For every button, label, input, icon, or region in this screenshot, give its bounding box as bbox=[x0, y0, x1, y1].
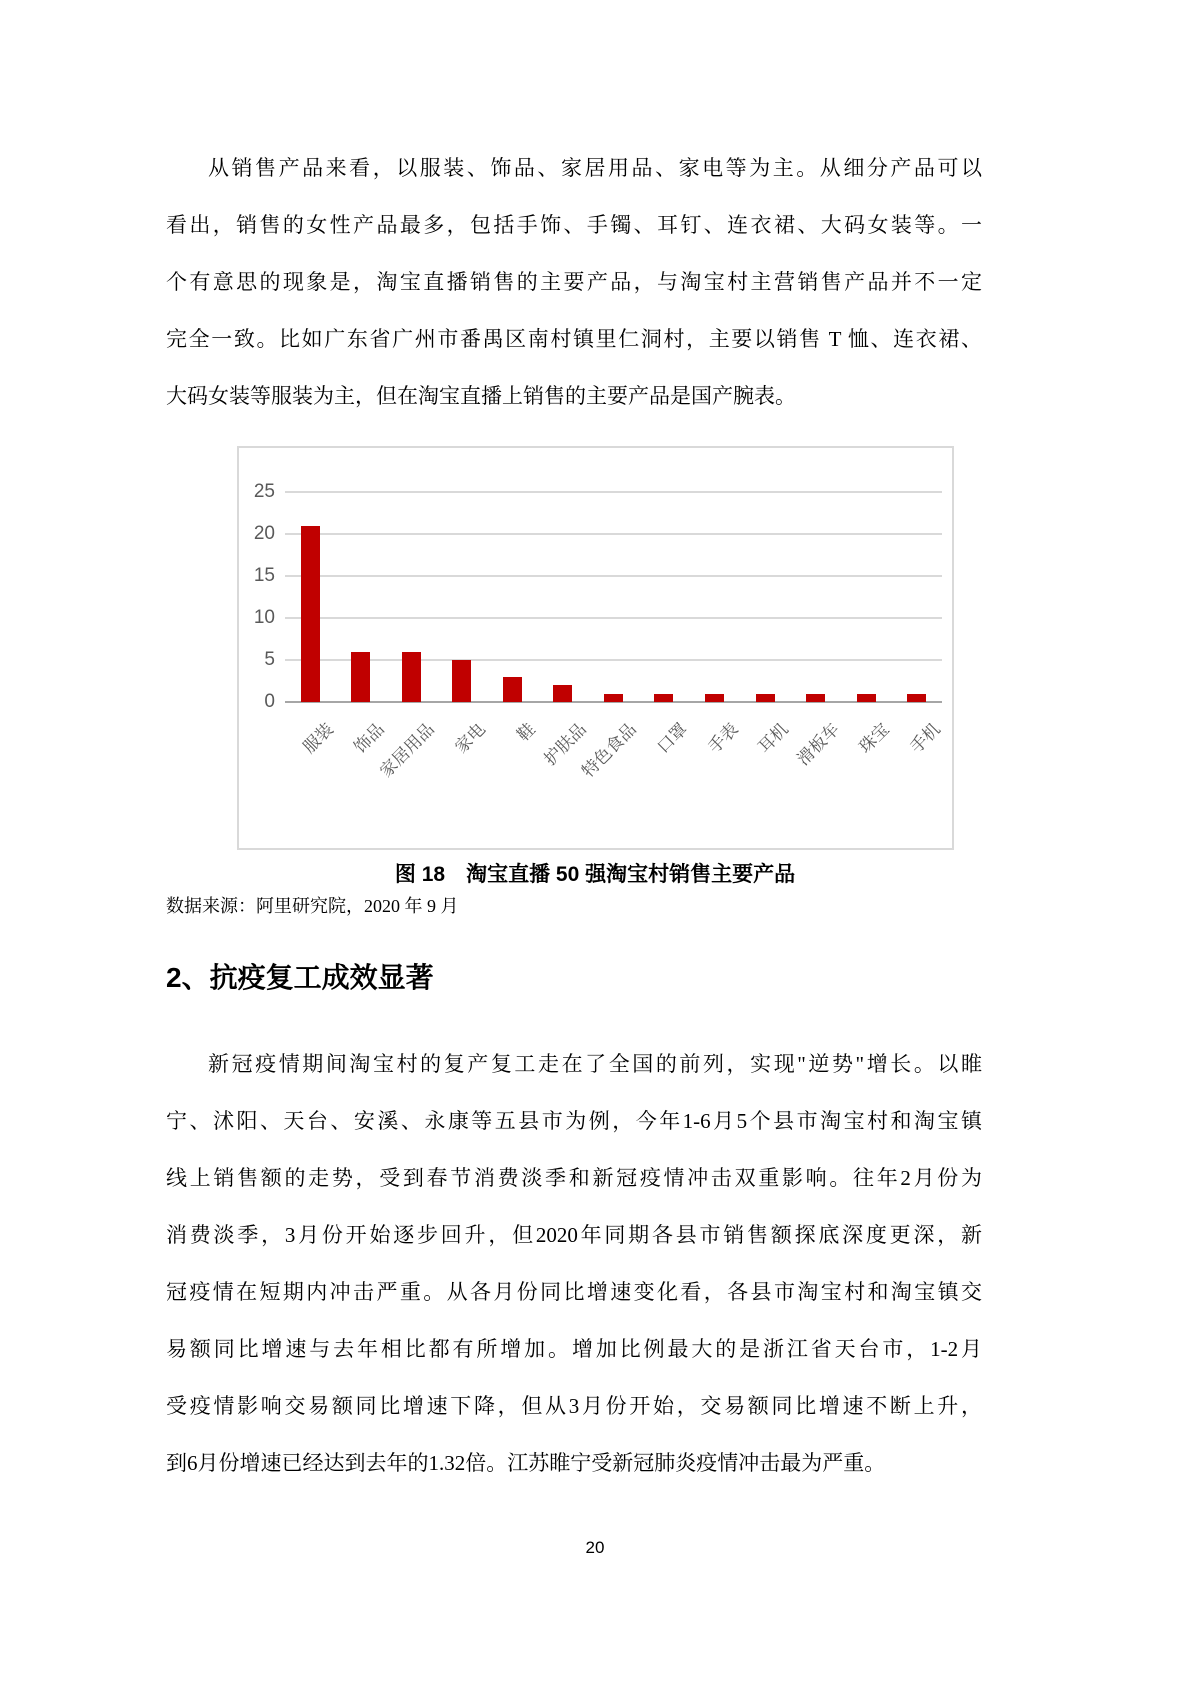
x-axis-label: 手表 bbox=[704, 719, 742, 758]
x-axis-label: 饰品 bbox=[350, 719, 388, 758]
x-axis-label: 耳机 bbox=[754, 719, 793, 758]
text-line: 线上销售额的走势，受到春节消费淡季和新冠疫情冲击双重影响。往年2月份为 bbox=[166, 1166, 982, 1190]
bar-slot bbox=[740, 492, 791, 702]
bar-服装 bbox=[301, 526, 320, 702]
chart-bars bbox=[285, 492, 942, 702]
x-axis-label: 口罩 bbox=[653, 719, 691, 758]
bar-slot bbox=[790, 492, 841, 702]
x-label-slot bbox=[841, 702, 892, 848]
bar-鞋 bbox=[503, 677, 522, 702]
bar-slot bbox=[841, 492, 892, 702]
text-line: 到6月份增速已经达到去年的1.32倍。江苏睢宁受新冠肺炎疫情冲击最为严重。 bbox=[166, 1451, 886, 1475]
x-label-slot bbox=[578, 702, 641, 848]
page-number: 20 bbox=[585, 1538, 605, 1557]
text-line: 易额同比增速与去年相比都有所增加。增加比例最大的是浙江省天台市，1-2月 bbox=[166, 1337, 982, 1361]
chart-plot bbox=[253, 481, 944, 782]
bar-slot bbox=[538, 492, 589, 702]
x-axis-label: 珠宝 bbox=[855, 719, 894, 758]
bar-珠宝 bbox=[857, 694, 876, 702]
text-line: 冠疫情在短期内冲击严重。从各月份同比增速变化看，各县市淘宝村和淘宝镇交 bbox=[166, 1280, 982, 1304]
y-axis-tick-label: 5 bbox=[264, 649, 275, 670]
bar-slot bbox=[891, 492, 942, 702]
x-axis-label: 家电 bbox=[451, 719, 489, 758]
figure-source: 数据来源：阿里研究院，2020 年 9 月 bbox=[166, 896, 459, 916]
x-label-slot bbox=[740, 702, 791, 848]
paragraph-2 bbox=[166, 1036, 982, 1492]
bar-slot bbox=[689, 492, 740, 702]
x-label-slot bbox=[285, 702, 336, 848]
bar-slot bbox=[437, 492, 488, 702]
text-line: 宁、沭阳、天台、安溪、永康等五县市为例，今年1-6月5个县市淘宝村和淘宝镇 bbox=[166, 1109, 982, 1133]
bar-slot bbox=[487, 492, 538, 702]
bar-特色食品 bbox=[604, 694, 623, 702]
figure-18-bar-chart bbox=[237, 446, 954, 850]
x-label-slot bbox=[538, 702, 589, 848]
section-heading: 2、抗疫复工成效显著 bbox=[166, 962, 434, 993]
text-line: 受疫情影响交易额同比增速下降，但从3月份开始，交易额同比增速不断上升， bbox=[166, 1394, 982, 1418]
bar-家电 bbox=[452, 660, 471, 702]
bar-slot bbox=[386, 492, 437, 702]
bar-手表 bbox=[705, 694, 724, 702]
y-axis-tick-label: 15 bbox=[253, 565, 275, 586]
x-label-slot bbox=[487, 702, 538, 848]
chart-x-labels bbox=[285, 702, 942, 848]
y-axis-tick-label: 20 bbox=[253, 523, 275, 544]
bar-饰品 bbox=[351, 652, 370, 702]
bar-口罩 bbox=[654, 694, 673, 702]
text-line: 完全一致。比如广东省广州市番禺区南村镇里仁洞村，主要以销售 T 恤、连衣裙、 bbox=[166, 327, 982, 351]
x-axis-label: 服装 bbox=[299, 719, 338, 758]
bar-slot bbox=[336, 492, 387, 702]
bar-slot bbox=[639, 492, 690, 702]
paragraph-1 bbox=[166, 140, 982, 425]
bar-slot bbox=[588, 492, 639, 702]
y-axis-tick-label: 0 bbox=[264, 691, 275, 712]
x-label-slot bbox=[336, 702, 387, 848]
figure-caption: 图 18 淘宝直播 50 强淘宝村销售主要产品 bbox=[394, 863, 796, 886]
bar-护肤品 bbox=[553, 685, 572, 702]
x-axis-label: 家居用品 bbox=[376, 719, 439, 782]
text-line: 消费淡季，3月份开始逐步回升，但2020年同期各县市销售额探底深度更深，新 bbox=[166, 1223, 982, 1247]
text-line: 大码女装等服装为主，但在淘宝直播上销售的主要产品是国产腕表。 bbox=[166, 384, 796, 408]
x-label-slot bbox=[689, 702, 740, 848]
x-label-slot bbox=[376, 702, 439, 848]
x-axis-label: 特色食品 bbox=[578, 719, 641, 782]
x-axis-label: 手机 bbox=[906, 719, 944, 758]
text-line: 从销售产品来看，以服装、饰品、家居用品、家电等为主。从细分产品可以 bbox=[208, 156, 982, 180]
text-line: 新冠疫情期间淘宝村的复产复工走在了全国的前列，实现"逆势"增长。以睢 bbox=[208, 1052, 982, 1076]
bar-耳机 bbox=[756, 694, 775, 702]
x-label-slot bbox=[891, 702, 942, 848]
text-line: 看出，销售的女性产品最多，包括手饰、手镯、耳钉、连衣裙、大码女装等。一 bbox=[166, 213, 982, 237]
x-label-slot bbox=[437, 702, 488, 848]
x-axis-label: 鞋 bbox=[513, 719, 540, 745]
x-axis-label: 滑板车 bbox=[793, 719, 843, 770]
bar-家居用品 bbox=[402, 652, 421, 702]
bar-滑板车 bbox=[806, 694, 825, 702]
y-axis-tick-label: 10 bbox=[253, 607, 275, 628]
text-line: 个有意思的现象是，淘宝直播销售的主要产品，与淘宝村主营销售产品并不一定 bbox=[166, 270, 982, 294]
x-label-slot bbox=[790, 702, 841, 848]
x-axis-label: 护肤品 bbox=[540, 719, 590, 770]
x-label-slot bbox=[639, 702, 690, 848]
y-axis-tick-label: 25 bbox=[253, 481, 275, 502]
bar-手机 bbox=[907, 694, 926, 702]
bar-slot bbox=[285, 492, 336, 702]
